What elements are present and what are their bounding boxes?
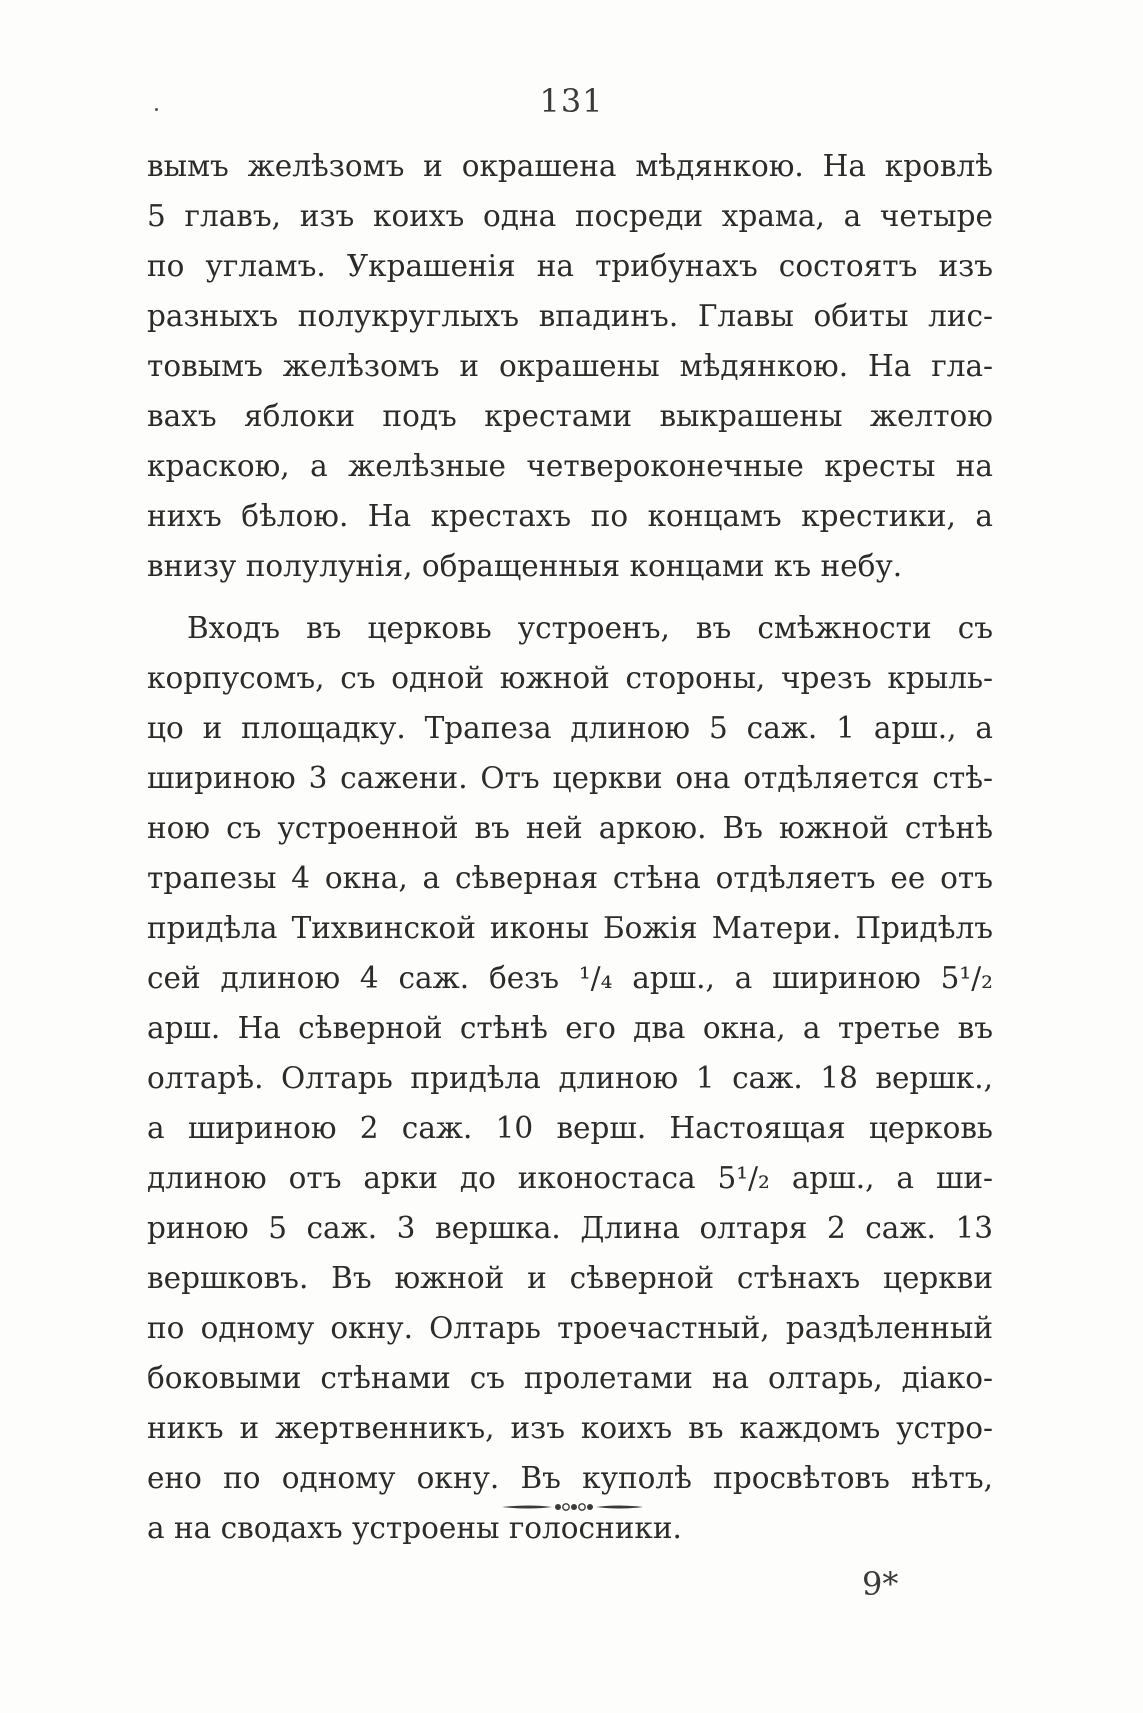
text-line: риною 5 саж. 3 вершка. Длина олтаря 2 саж. 13 [147, 1211, 993, 1245]
printer-signature-mark: 9* [862, 1565, 899, 1603]
paragraph [147, 141, 993, 591]
text-line: арш. На сѣверной стѣнѣ его два окна, а третье въ [147, 1011, 993, 1045]
text-line: Входъ въ церковь устроенъ, въ смѣжности съ [187, 611, 993, 645]
text-line: цо и площадку. Трапеза длиною 5 саж. 1 арш., а [147, 711, 993, 745]
ornamental-divider [500, 1501, 645, 1513]
text-line: а шириною 2 саж. 10 верш. Настоящая церковь [147, 1111, 993, 1145]
text-line: сей длиною 4 саж. безъ ¹/₄ арш., а шириною 5¹/₂ [147, 961, 993, 995]
text-line: трапезы 4 окна, а сѣверная стѣна отдѣляетъ ее отъ [147, 861, 993, 895]
text-line: ено по одному окну. Въ куполѣ просвѣтовъ нѣтъ, [147, 1461, 993, 1495]
text-line: товымъ желѣзомъ и окрашены мѣдянкою. На гла- [147, 349, 993, 383]
text-line: разныхъ полукруглыхъ впадинъ. Главы обиты лис- [147, 299, 993, 333]
text-line: вершковъ. Въ южной и сѣверной стѣнахъ церкви [147, 1261, 993, 1295]
text-line: длиною отъ арки до иконостаса 5¹/₂ арш., а ши- [147, 1161, 993, 1195]
text-line: 5 главъ, изъ коихъ одна посреди храма, а четыре [147, 199, 993, 233]
text-line: вымъ желѣзомъ и окрашена мѣдянкою. На кровлѣ [147, 149, 993, 183]
text-line: нихъ бѣлою. На крестахъ по концамъ крестики, а [147, 499, 993, 533]
text-line: краскою, а желѣзные четвероконечные кресты на [147, 449, 993, 483]
text-line: придѣла Тихвинской иконы Божія Матери. Придѣлъ [147, 911, 993, 945]
text-line: вахъ яблоки подъ крестами выкрашены желтою [147, 399, 993, 433]
text-line: ною съ устроенной въ ней аркою. Въ южной стѣнѣ [147, 811, 993, 845]
text-line: внизу полулунія, обращенныя концами къ небу. [147, 549, 903, 583]
text-line: корпусомъ, съ одной южной стороны, чрезъ крыль- [147, 661, 993, 695]
text-line: а на сводахъ устроены голосники. [147, 1511, 682, 1545]
text-line: никъ и жертвенникъ, изъ коихъ въ каждомъ устро- [147, 1411, 993, 1445]
paragraph [147, 603, 993, 1553]
text-line: боковыми стѣнами съ пролетами на олтарь, діако- [147, 1361, 993, 1395]
text-line: шириною 3 сажени. Отъ церкви она отдѣляется стѣ- [147, 761, 993, 795]
text-line: по одному окну. Олтарь троечастный, раздѣленный [147, 1311, 993, 1345]
body-text [147, 141, 993, 1553]
text-line: по угламъ. Украшенія на трибунахъ состоятъ изъ [147, 249, 993, 283]
page-number: 131 [539, 82, 604, 120]
text-line: олтарѣ. Олтарь придѣла длиною 1 саж. 18 вершк., [147, 1061, 993, 1095]
